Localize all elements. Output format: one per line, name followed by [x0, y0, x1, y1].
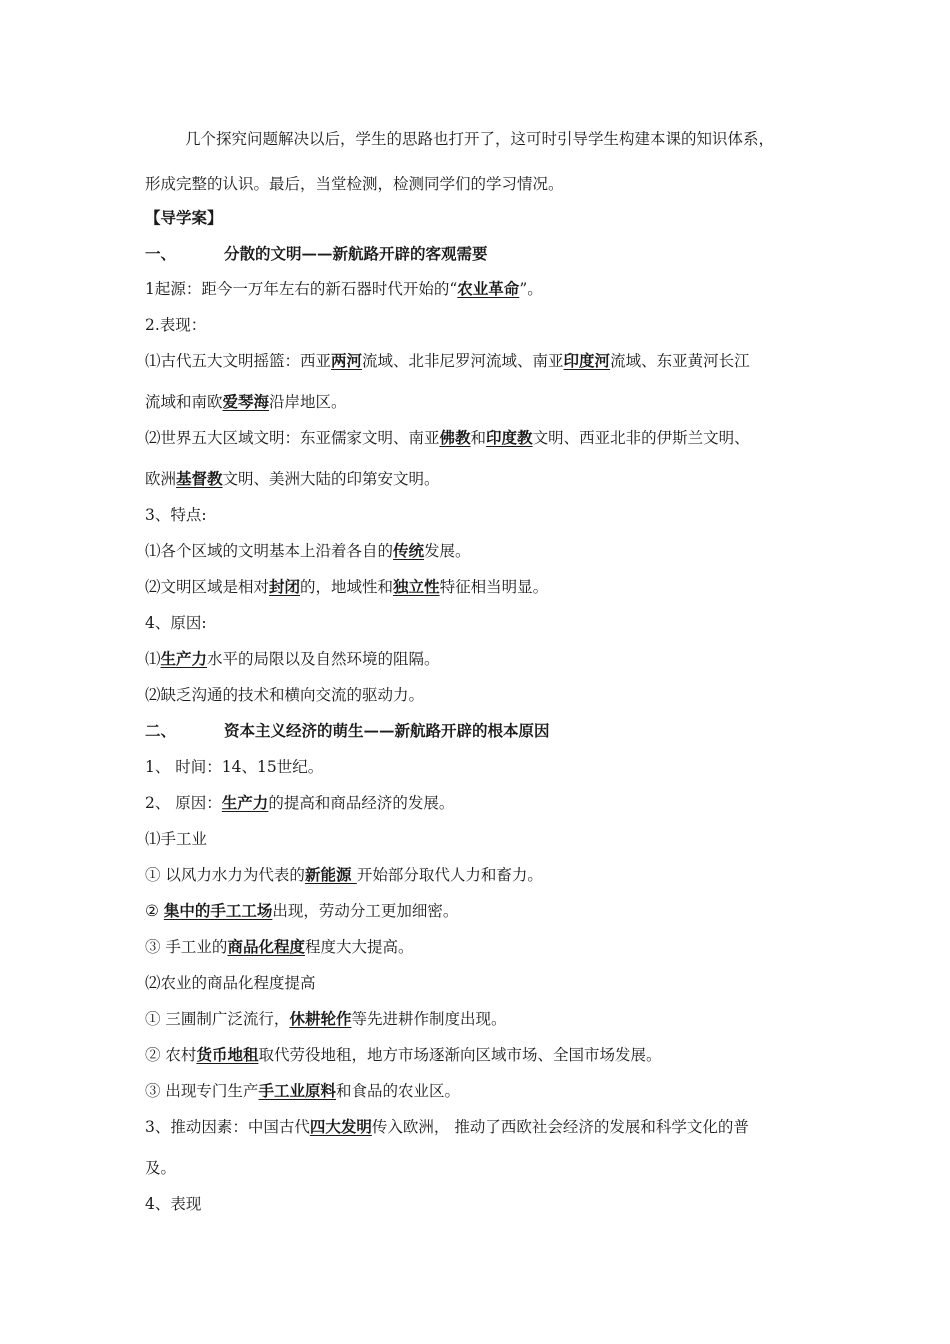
key-term: 传统: [393, 541, 425, 560]
key-term: 爱琴海: [222, 392, 270, 411]
key-term: 独立性: [393, 577, 440, 596]
agriculture-item-2: ② 农村货币地租取代劳役地租，地方市场逐渐向区域市场、全国市场发展。: [145, 1045, 662, 1064]
causes-heading: 4、原因:: [145, 614, 207, 632]
section-1-number: 一、: [145, 244, 177, 263]
key-term: 集中的手工工场: [163, 901, 273, 920]
section-1-title: 分散的文明——新航路开辟的客观需要: [224, 244, 488, 263]
handicraft-heading: ⑴手工业: [145, 830, 208, 848]
drivers-line-2: 及。: [145, 1159, 177, 1177]
performance-heading: 4、表现: [145, 1195, 202, 1213]
key-term: 手工业原料: [258, 1081, 336, 1100]
cradles-line-1: ⑴古代五大文明摇篮：西亚两河流域、北非尼罗河流域、南亚印度河流域、东亚黄河长江: [145, 351, 750, 370]
key-term: 休耕轮作: [289, 1009, 352, 1028]
key-term: 印度河: [563, 351, 611, 370]
agriculture-heading: ⑵农业的商品化程度提高: [145, 974, 316, 992]
features-heading: 3、特点:: [145, 506, 207, 524]
feature-1: ⑴各个区域的文明基本上沿着各自的传统发展。: [145, 541, 471, 560]
cradles-line-2: 流域和南欧爱琴海沿岸地区。: [145, 392, 347, 411]
reason-line: 2、 原因：生产力的提高和商品经济的发展。: [145, 793, 455, 812]
section-2-number: 二、: [145, 721, 177, 740]
intro-line-1: 几个探究问题解决以后，学生的思路也打开了，这可时引导学生构建本课的知识体系，: [185, 130, 775, 148]
regions-line-1: ⑵世界五大区域文明：东亚儒家文明、南亚佛教和印度教文明、西亚北非的伊斯兰文明、: [145, 428, 750, 447]
cause-2: ⑵缺乏沟通的技术和横向交流的驱动力。: [145, 686, 425, 704]
key-term: 封闭: [269, 577, 301, 596]
agriculture-item-1: ① 三圃制广泛流行，休耕轮作等先进耕作制度出现。: [145, 1009, 507, 1028]
guide-heading: 【导学案】: [145, 208, 223, 227]
key-term: 生产力: [160, 649, 208, 668]
handicraft-item-3: ③ 手工业的商品化程度程度大大提高。: [145, 937, 414, 956]
handicraft-item-1: ① 以风力水力为代表的新能源 开始部分取代人力和畜力。: [145, 865, 543, 884]
cause-1: ⑴生产力水平的局限以及自然环境的阻隔。: [145, 649, 440, 668]
drivers-line-1: 3、推动因素：中国古代四大发明传入欧洲， 推动了西欧社会经济的发展和科学文化的普: [145, 1117, 749, 1136]
section-2-title: 资本主义经济的萌生——新航路开辟的根本原因: [224, 721, 550, 740]
key-term: 佛教: [439, 428, 471, 447]
show-heading: 2.表现：: [145, 316, 207, 334]
key-term: 两河: [331, 351, 363, 370]
section-2-heading: [145, 719, 550, 741]
time-line: 1、 时间：14、15世纪。: [145, 758, 324, 776]
key-term: 印度教: [486, 428, 533, 447]
intro-line-2: 形成完整的认识。最后，当堂检测，检测同学们的学习情况。: [145, 175, 564, 193]
key-term: 农业革命: [457, 279, 520, 298]
key-term: 商品化程度: [227, 937, 305, 956]
section-1-heading: [145, 242, 488, 264]
key-term: 四大发明: [309, 1117, 372, 1136]
agriculture-item-3: ③ 出现专门生产手工业原料和食品的农业区。: [145, 1081, 460, 1100]
key-term: 新能源: [304, 865, 357, 884]
handicraft-item-2: ② 集中的手工工场出现，劳动分工更加细密。: [145, 901, 459, 920]
key-term: 生产力: [221, 793, 269, 812]
feature-2: ⑵文明区域是相对封闭的，地域性和独立性特征相当明显。: [145, 577, 549, 596]
key-term: 基督教: [176, 469, 223, 488]
key-term: 货币地租: [196, 1045, 259, 1064]
origin-line: 1起源：距今一万年左右的新石器时代开始的“农业革命”。: [145, 279, 543, 298]
regions-line-2: 欧洲基督教文明、美洲大陆的印第安文明。: [145, 469, 440, 488]
